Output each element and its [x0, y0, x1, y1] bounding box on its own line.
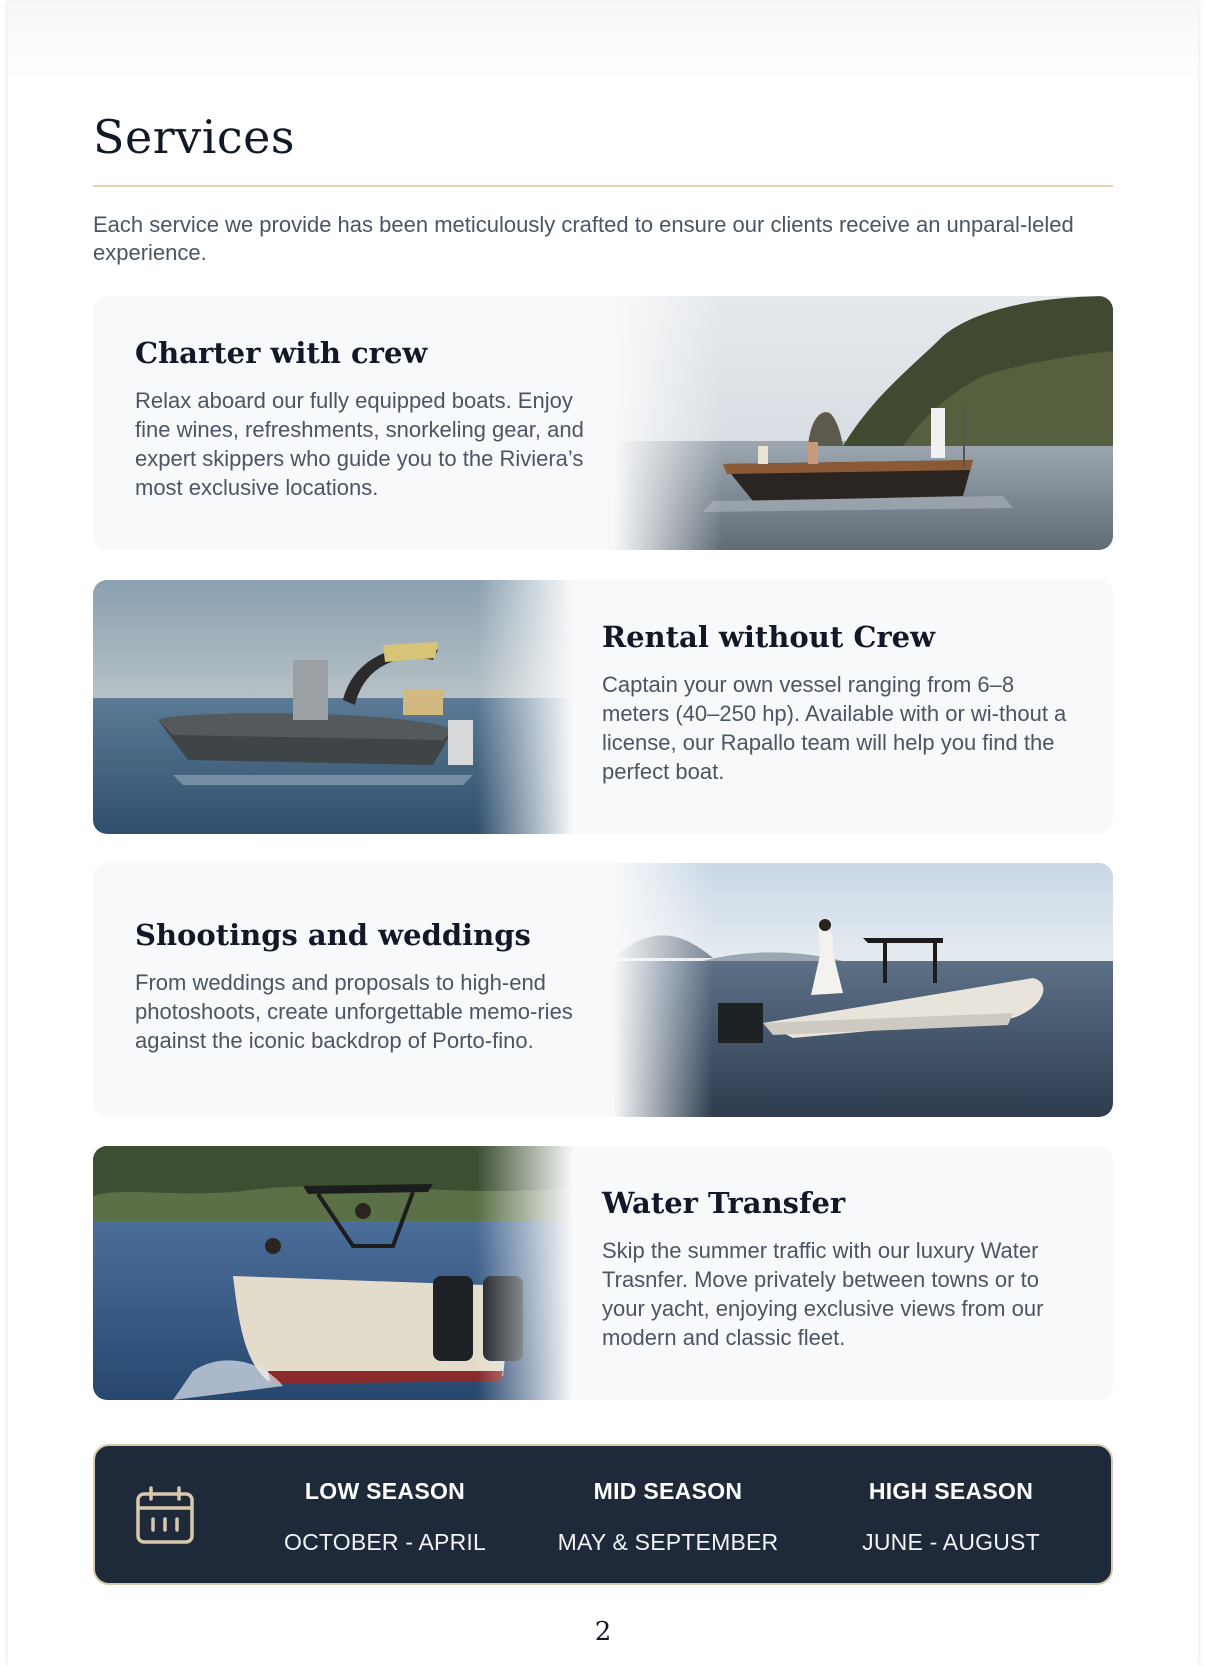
season-calendar-bar: [93, 1444, 1113, 1585]
top-fade: [8, 0, 1198, 80]
service-card-text: [602, 580, 1072, 834]
service-description: Skip the summer traffic with our luxury Water Trasnfer. Move privately between towns or to your yacht, enjoying exclusive views from our modern and classic fleet.: [602, 1238, 1044, 1350]
service-title: Rental without Crew: [602, 620, 936, 654]
season-low: [255, 1446, 515, 1583]
season-range: OCTOBER - APRIL: [284, 1529, 486, 1555]
service-card-text: [602, 1146, 1072, 1400]
service-card-transfer: [93, 1146, 1113, 1400]
service-description: Captain your own vessel ranging from 6–8 meters (40–250 hp). Available with or wi-thout a license, our Rapallo team will help you find the perfect boat.: [602, 672, 1067, 784]
rib-boat-photo: [93, 580, 573, 834]
calendar-icon: [135, 1486, 195, 1546]
season-mid: [538, 1446, 798, 1583]
speedboat-photo: [93, 1146, 573, 1400]
wedding-boat-photo: [613, 863, 1113, 1117]
service-title: Charter with crew: [135, 336, 428, 370]
service-card-text: [135, 296, 605, 550]
service-title: Water Transfer: [602, 1186, 846, 1220]
page-number: 2: [594, 1617, 612, 1647]
service-card-weddings: [93, 863, 1113, 1117]
service-card-text: [135, 863, 605, 1117]
service-card-rental: [93, 580, 1113, 834]
season-range: MAY & SEPTEMBER: [557, 1529, 779, 1555]
document-page: [8, 0, 1198, 1666]
wooden-boat-photo: [613, 296, 1113, 550]
intro-paragraph: Each service we provide has been meticulously crafted to ensure our clients receive an unparal-leled experience.: [93, 212, 1074, 265]
season-name: LOW SEASON: [304, 1478, 466, 1504]
service-description: Relax aboard our fully equipped boats. Enjoy fine wines, refreshments, snorkeling gear, and expert skippers who guide you to the Riviera’s most exclusive locations.: [135, 388, 584, 500]
season-name: HIGH SEASON: [868, 1478, 1034, 1504]
season-name: MID SEASON: [593, 1478, 743, 1504]
service-title: Shootings and weddings: [135, 917, 531, 952]
service-description: From weddings and proposals to high-end photoshoots, create unforgettable memo-ries against the iconic backdrop of Porto-fino.: [135, 969, 573, 1053]
service-card-charter: [93, 296, 1113, 550]
season-high: [821, 1446, 1081, 1583]
page-title: Services: [93, 110, 296, 164]
title-divider: [93, 185, 1113, 187]
season-range: JUNE - AUGUST: [862, 1529, 1040, 1555]
